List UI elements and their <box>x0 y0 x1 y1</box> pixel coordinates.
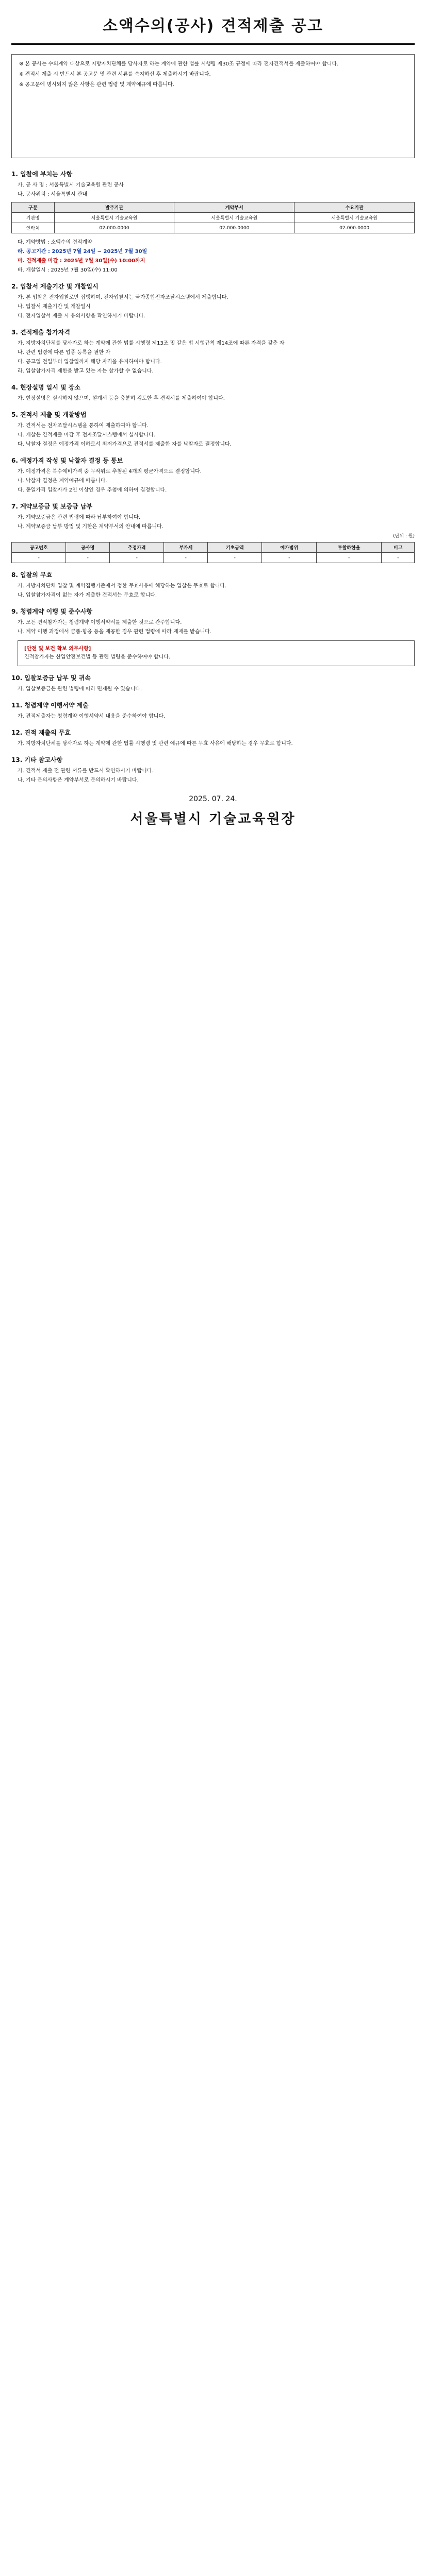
section-line: 마. 견적제출 마감 : 2025년 7월 30일(수) 10:00까지 <box>18 258 145 264</box>
table-cell: - <box>262 553 316 563</box>
table-header: 기초금액 <box>208 543 262 553</box>
table-cell: - <box>208 553 262 563</box>
box-line: 견적참가자는 산업안전보건법 등 관련 법령을 준수하여야 합니다. <box>24 654 171 660</box>
table-unit-label: (단위 : 원) <box>393 534 415 539</box>
section-line: 가. 지방자치단체를 당사자로 하는 계약에 관한 법률 시행령 및 관련 예규에 따른 무효 사유에 해당하는 경우 무효로 합니다. <box>18 741 293 747</box>
section-line: 나. 입찰참가자격이 없는 자가 제출한 견적서는 무효로 합니다. <box>18 592 157 598</box>
section-line: 라. 입찰참가자격 제한을 받고 있는 자는 참가할 수 없습니다. <box>18 368 154 374</box>
box-heading: [안전 및 보건 확보 의무사항] <box>24 646 91 652</box>
table-header: 구분 <box>12 202 55 213</box>
table-row <box>12 553 415 563</box>
agency-table <box>11 202 415 233</box>
section-line: 다. 동일가격 입찰자가 2인 이상인 경우 추첨에 의하여 결정합니다. <box>18 487 167 493</box>
section-line: 라. 공고기간 : 2025년 7월 24일 ~ 2025년 7월 30일 <box>18 249 148 255</box>
safety-notice-box <box>18 640 415 666</box>
table-row <box>12 223 415 233</box>
section-line: 나. 계약 이행 과정에서 금품·향응 등을 제공한 경우 관련 법령에 따라 제재를 받습니다. <box>18 629 212 635</box>
section-heading: 6. 예정가격 작성 및 낙찰자 결정 등 통보 <box>11 457 123 464</box>
table-header: 계약부서 <box>174 202 294 213</box>
issuing-organization: 서울특별시 기술교육원장 <box>130 811 296 827</box>
table-cell: 서울특별시 기술교육원 <box>54 213 174 223</box>
table-header: 추정가격 <box>110 543 164 553</box>
table-cell: - <box>164 553 208 563</box>
notice-line: ※ 본 공사는 수의계약 대상으로 지방자치단체를 당사자로 하는 계약에 관한 법률 시행령 제30조 규정에 따라 전자견적서를 제출하여야 합니다. <box>19 61 339 67</box>
section-line: 바. 개찰일시 : 2025년 7월 30일(수) 11:00 <box>18 267 118 273</box>
section-line: 나. 관련 법령에 따른 업종 등록을 필한 자 <box>18 350 110 355</box>
table-row <box>12 213 415 223</box>
section-line: 다. 낙찰자 결정은 예정가격 이하로서 최저가격으로 견적서를 제출한 자를 낙찰자로 결정합니다. <box>18 442 232 447</box>
section-heading: 2. 입찰서 제출기간 및 개찰일시 <box>11 283 99 290</box>
section-heading: 10. 입찰보증금 납부 및 귀속 <box>11 674 91 682</box>
section-heading: 3. 견적제출 참가자격 <box>11 329 71 336</box>
table-header: 예가범위 <box>262 543 316 553</box>
section-3 <box>11 328 415 376</box>
section-heading: 4. 현장설명 일시 및 장소 <box>11 384 80 391</box>
table-cell: - <box>382 553 415 563</box>
title-divider <box>11 43 415 45</box>
section-line: 가. 예정가격은 복수예비가격 중 무작위로 추첨된 4개의 평균가격으로 결정합니다. <box>18 469 202 474</box>
section-line: 가. 계약보증금은 관련 법령에 따라 납부하여야 합니다. <box>18 515 140 520</box>
section-line: 나. 계약보증금 납부 방법 및 기한은 계약부서의 안내에 따릅니다. <box>18 524 163 530</box>
section-line: 나. 공사위치 : 서울특별시 관내 <box>18 192 88 197</box>
table-cell: - <box>316 553 381 563</box>
section-8 <box>11 570 415 600</box>
price-table <box>11 542 415 563</box>
section-line: 가. 본 입찰은 전자입찰로만 집행하며, 전자입찰서는 국가종합전자조달시스템에서 제출합니다. <box>18 295 228 300</box>
section-7 <box>11 502 415 563</box>
section-line: 나. 기타 문의사항은 계약부서로 문의하시기 바랍니다. <box>18 777 139 783</box>
table-header: 부가세 <box>164 543 208 553</box>
section-line: 다. 계약방법 : 소액수의 견적계약 <box>18 240 92 245</box>
table-cell: 02-000-0000 <box>294 223 415 233</box>
section-line: 가. 견적서 제출 전 관련 서류를 반드시 확인하시기 바랍니다. <box>18 768 154 774</box>
section-13 <box>11 755 415 785</box>
section-line: 가. 입찰보증금은 관련 법령에 따라 면제될 수 있습니다. <box>18 686 142 692</box>
table-cell: 기관명 <box>12 213 55 223</box>
table-cell: - <box>12 553 66 563</box>
section-line: 나. 개찰은 견적제출 마감 후 전자조달시스템에서 실시합니다. <box>18 432 155 438</box>
section-heading: 9. 청렴계약 이행 및 준수사항 <box>11 608 93 615</box>
table-cell: - <box>110 553 164 563</box>
section-line: 가. 지방자치단체를 당사자로 하는 계약에 관한 법률 시행령 제13조 및 같은 법 시행규칙 제14조에 따른 자격을 갖춘 자 <box>18 341 285 346</box>
section-heading: 11. 청렴계약 이행서약 제출 <box>11 702 89 709</box>
section-5 <box>11 410 415 449</box>
table-cell: 서울특별시 기술교육원 <box>294 213 415 223</box>
table-header: 수요기관 <box>294 202 415 213</box>
section-line: 가. 공 사 명 : 서울특별시 기술교육원 관련 공사 <box>18 182 124 188</box>
section-4 <box>11 383 415 403</box>
table-cell: 02-000-0000 <box>174 223 294 233</box>
section-line: 나. 입찰서 제출기간 및 개찰일시 <box>18 304 91 310</box>
section-line: 가. 지방자치단체 입찰 및 계약집행기준에서 정한 무효사유에 해당하는 입찰은 무효로 합니다. <box>18 583 227 589</box>
section-2 <box>11 282 415 320</box>
section-heading: 5. 견적서 제출 및 개찰방법 <box>11 411 87 418</box>
section-9 <box>11 607 415 666</box>
notice-line: ※ 공고문에 명시되지 않은 사항은 관련 법령 및 계약예규에 따릅니다. <box>19 82 174 88</box>
section-line: 다. 전자입찰서 제출 시 유의사항을 확인하시기 바랍니다. <box>18 313 145 319</box>
table-cell: 서울특별시 기술교육원 <box>174 213 294 223</box>
table-header: 공사명 <box>66 543 110 553</box>
section-6 <box>11 456 415 495</box>
table-header: 투찰하한율 <box>316 543 381 553</box>
section-line: 나. 낙찰자 결정은 계약예규에 따릅니다. <box>18 478 107 484</box>
section-line: 가. 모든 견적참가자는 청렴계약 이행서약서를 제출한 것으로 간주합니다. <box>18 620 182 625</box>
section-line: 다. 공고일 전일부터 입찰일까지 해당 자격을 유지하여야 합니다. <box>18 359 162 365</box>
section-heading: 7. 계약보증금 및 보증금 납부 <box>11 503 93 510</box>
section-line: 가. 견적제출자는 청렴계약 이행서약서 내용을 준수하여야 합니다. <box>18 714 166 719</box>
table-header: 발주기관 <box>54 202 174 213</box>
table-cell: - <box>66 553 110 563</box>
section-line: 가. 견적서는 전자조달시스템을 통하여 제출하여야 합니다. <box>18 423 149 429</box>
section-12 <box>11 728 415 748</box>
section-1 <box>11 170 415 275</box>
section-11 <box>11 701 415 721</box>
section-10 <box>11 673 415 693</box>
table-cell: 02-000-0000 <box>54 223 174 233</box>
section-line: 가. 현장설명은 실시하지 않으며, 설계서 등을 충분히 검토한 후 견적서를 제출하여야 합니다. <box>18 396 225 401</box>
table-header: 공고번호 <box>12 543 66 553</box>
notice-box <box>11 54 415 158</box>
section-heading: 1. 입찰에 부치는 사항 <box>11 171 73 178</box>
notice-line: ※ 견적서 제출 시 반드시 본 공고문 및 관련 서류를 숙지하신 후 제출하시기 바랍니다. <box>19 72 211 77</box>
section-heading: 8. 입찰의 무효 <box>11 571 53 579</box>
announcement-date: 2025. 07. 24. <box>189 795 237 803</box>
page-title: 소액수의(공사) 견적제출 공고 <box>102 17 324 35</box>
table-cell: 연락처 <box>12 223 55 233</box>
section-heading: 13. 기타 참고사항 <box>11 756 63 764</box>
table-header: 비고 <box>382 543 415 553</box>
section-heading: 12. 견적 제출의 무효 <box>11 729 71 736</box>
notice-page <box>11 11 415 2576</box>
